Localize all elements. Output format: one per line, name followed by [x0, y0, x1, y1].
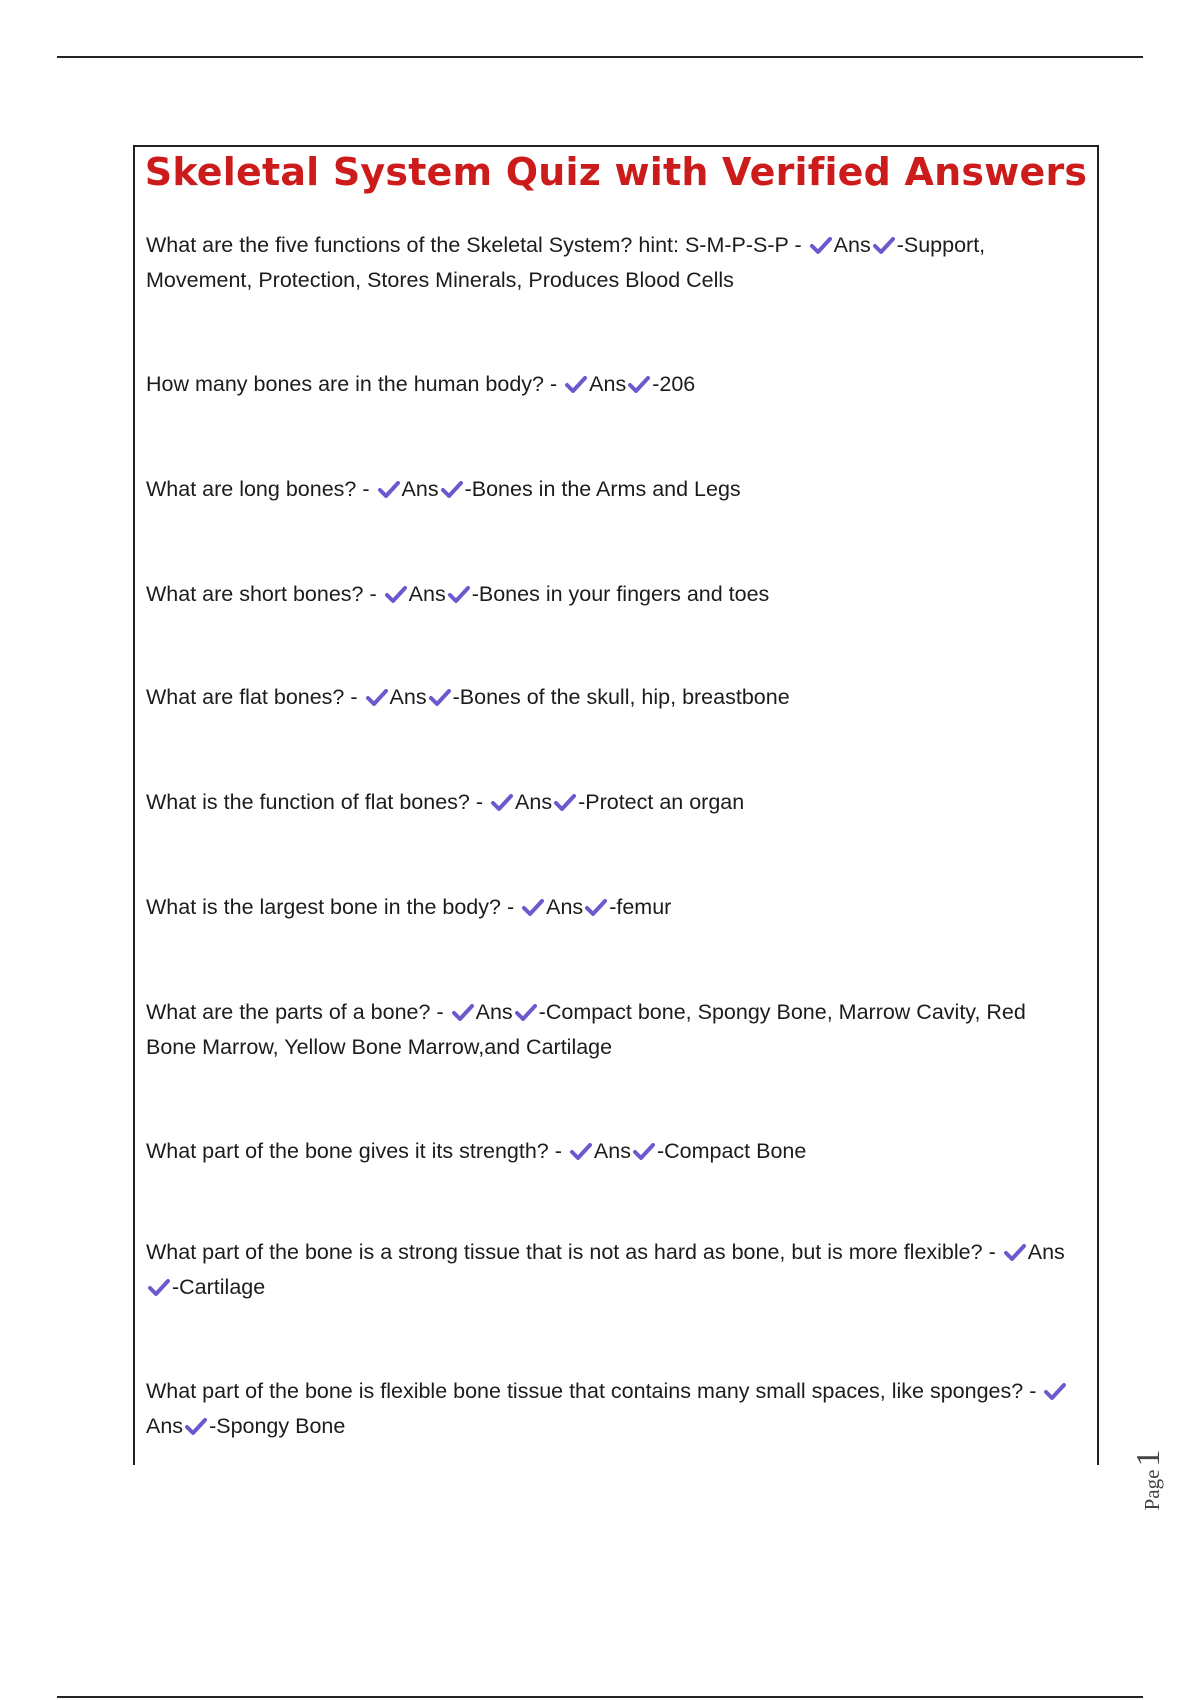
question-text: What part of the bone is flexible bone tissue that contains many small spaces, like sponges?: [146, 1379, 1024, 1403]
answer-label: Ans: [475, 1000, 513, 1024]
question-text: What part of the bone gives it its strength?: [146, 1139, 549, 1163]
question-text: What are the five functions of the Skeletal System? hint: S-M-P-S-P: [146, 233, 789, 257]
check-icon: [366, 689, 388, 707]
qa-item: [146, 1235, 1076, 1305]
answer-label: Ans: [546, 895, 584, 919]
answer-text: -Support, Movement, Protection, Stores Minerals, Produces Blood Cells: [146, 233, 986, 292]
page-number: 1: [1130, 1449, 1167, 1467]
answer-text: -Spongy Bone: [209, 1414, 346, 1438]
separator: -: [475, 790, 484, 814]
answer-label: Ans: [389, 685, 427, 709]
answer-text: -Protect an organ: [578, 790, 745, 814]
document-title: Skeletal System Quiz with Verified Answers: [144, 150, 1088, 194]
answer-label: Ans: [1027, 1240, 1065, 1264]
check-icon: [148, 1279, 170, 1297]
question-text: What are long bones?: [146, 477, 357, 501]
check-icon: [1044, 1383, 1066, 1401]
check-icon: [585, 899, 607, 917]
qa-item: [146, 577, 1076, 612]
check-icon: [452, 1004, 474, 1022]
qa-item: [146, 1134, 1076, 1169]
answer-label: Ans: [833, 233, 871, 257]
check-icon: [570, 1143, 592, 1161]
separator: -: [436, 1000, 444, 1024]
separator: -: [362, 477, 370, 501]
answer-label: Ans: [589, 372, 627, 396]
separator: -: [369, 582, 377, 606]
check-icon: [515, 1004, 537, 1022]
check-icon: [522, 899, 544, 917]
answer-text: -Bones in your fingers and toes: [471, 582, 770, 606]
answer-text: -Compact bone, Spongy Bone, Marrow Cavity, Red Bone Marrow, Yellow Bone Marrow,and Cartilage: [146, 1000, 1026, 1059]
answer-text: -Compact Bone: [656, 1139, 807, 1163]
check-icon: [491, 794, 513, 812]
qa-item: [146, 995, 1076, 1065]
qa-item: [146, 890, 1076, 925]
qa-item: [146, 1374, 1076, 1444]
check-icon: [378, 481, 400, 499]
question-text: What are short bones?: [146, 582, 364, 606]
qa-item: [146, 680, 1076, 715]
answer-text: -Bones of the skull, hip, breastbone: [452, 685, 790, 709]
qa-item: [146, 367, 1076, 402]
separator: -: [988, 1240, 996, 1264]
qa-item: [146, 785, 1076, 820]
check-icon: [1004, 1244, 1026, 1262]
page-number-label: [1130, 1449, 1200, 1511]
answer-label: Ans: [146, 1414, 184, 1438]
answer-text: -femur: [609, 895, 672, 919]
page-word: Page: [1140, 1469, 1164, 1511]
separator: -: [350, 685, 358, 709]
check-icon: [633, 1143, 655, 1161]
check-icon: [873, 237, 895, 255]
question-text: How many bones are in the human body?: [146, 372, 544, 396]
answer-text: -206: [652, 372, 696, 396]
answer-label: Ans: [515, 790, 553, 814]
check-icon: [554, 794, 576, 812]
check-icon: [441, 481, 463, 499]
question-text: What are flat bones?: [146, 685, 345, 709]
separator: -: [1029, 1379, 1037, 1403]
check-icon: [385, 586, 407, 604]
check-icon: [565, 376, 587, 394]
qa-item: [146, 472, 1076, 507]
qa-item: [146, 228, 1076, 298]
answer-label: Ans: [593, 1139, 631, 1163]
answer-label: Ans: [408, 582, 446, 606]
top-rule: [57, 56, 1143, 58]
question-text: What are the parts of a bone?: [146, 1000, 431, 1024]
bottom-rule: [57, 1696, 1143, 1698]
separator: -: [794, 233, 802, 257]
answer-label: Ans: [401, 477, 439, 501]
separator: -: [554, 1139, 562, 1163]
question-text: What part of the bone is a strong tissue that is not as hard as bone, but is more flexible?: [146, 1240, 983, 1264]
check-icon: [810, 237, 832, 255]
question-text: What is the function of flat bones?: [146, 790, 470, 814]
answer-text: -Cartilage: [172, 1275, 266, 1299]
answer-text: -Bones in the Arms and Legs: [464, 477, 741, 501]
separator: -: [506, 895, 515, 919]
question-text: What is the largest bone in the body?: [146, 895, 501, 919]
check-icon: [429, 689, 451, 707]
check-icon: [628, 376, 650, 394]
separator: -: [549, 372, 558, 396]
check-icon: [448, 586, 470, 604]
check-icon: [185, 1418, 207, 1436]
